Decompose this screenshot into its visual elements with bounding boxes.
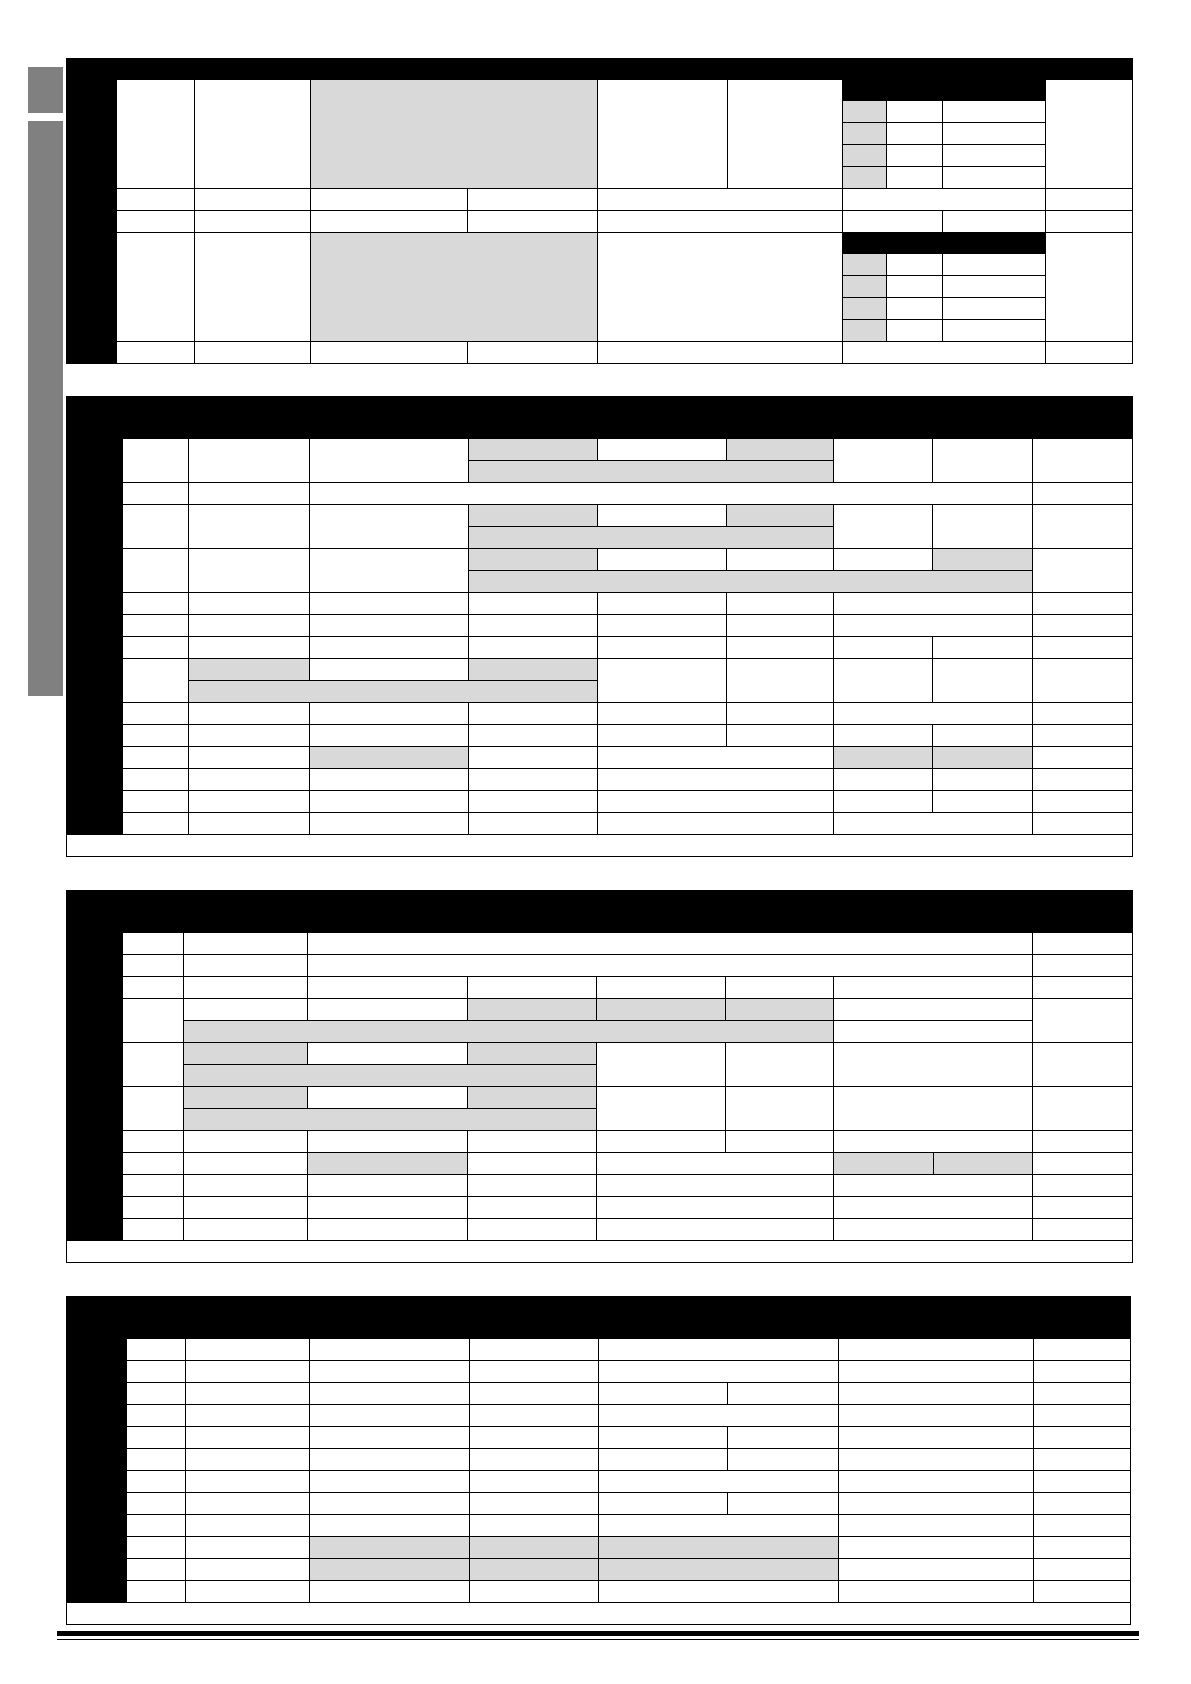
table-row: [67, 1219, 1133, 1241]
table-row: [67, 977, 1133, 999]
table-row: [67, 1087, 1133, 1109]
table-row: [67, 1581, 1131, 1603]
table-row: [67, 1043, 1133, 1065]
table-row: [67, 999, 1133, 1021]
footer-rule-thin: [57, 1639, 1139, 1640]
table-row: [67, 637, 1133, 659]
table-row: [67, 955, 1133, 977]
table-row: [67, 593, 1133, 615]
table-row: [67, 1361, 1131, 1383]
table-row: [67, 1515, 1131, 1537]
table-2: [66, 396, 1133, 857]
table-1: [66, 58, 1133, 364]
table-row: [67, 418, 1133, 439]
table-row: [67, 813, 1133, 835]
table-row: [67, 1339, 1131, 1361]
table-row: [67, 59, 1133, 80]
table-row: [67, 659, 1133, 681]
table-row: [67, 483, 1133, 505]
side-tab-short: [28, 67, 63, 113]
table-row: [67, 1297, 1131, 1318]
table-row: [67, 1427, 1131, 1449]
table-row: [67, 1197, 1133, 1219]
table-row: [67, 1405, 1131, 1427]
table-row: [67, 791, 1133, 813]
table-4: [66, 1296, 1131, 1625]
table-row: [67, 397, 1133, 418]
table-row: [67, 189, 1133, 211]
table-row: [67, 505, 1133, 527]
table-row: [67, 80, 1133, 101]
table-row: [67, 1153, 1133, 1175]
table-row: [67, 549, 1133, 571]
table-row: [67, 1537, 1131, 1559]
table-row: [67, 1493, 1131, 1515]
side-tab-long: [28, 121, 63, 696]
table-row: [67, 747, 1133, 769]
table-note-row: [67, 1241, 1133, 1263]
table-row: [67, 1449, 1131, 1471]
table-row: [67, 1318, 1131, 1339]
table-3: [66, 890, 1133, 1263]
table-row: [67, 1021, 1133, 1043]
table-row: [67, 769, 1133, 791]
table-row: [67, 1175, 1133, 1197]
table-row: [67, 703, 1133, 725]
footer-rule-thick: [57, 1631, 1139, 1636]
table-row: [67, 1559, 1131, 1581]
table-row: [67, 1471, 1131, 1493]
table-row: [67, 933, 1133, 955]
table-row: [67, 211, 1133, 233]
table-row: [67, 615, 1133, 637]
table-row: [67, 1131, 1133, 1153]
table-row: [67, 233, 1133, 254]
table-row: [67, 725, 1133, 747]
table-row: [67, 912, 1133, 933]
table-note-row: [67, 835, 1133, 857]
table-row: [67, 891, 1133, 912]
table-note-row: [67, 1603, 1131, 1625]
table-row: [67, 342, 1133, 364]
table-row: [67, 439, 1133, 461]
table-row: [67, 1383, 1131, 1405]
